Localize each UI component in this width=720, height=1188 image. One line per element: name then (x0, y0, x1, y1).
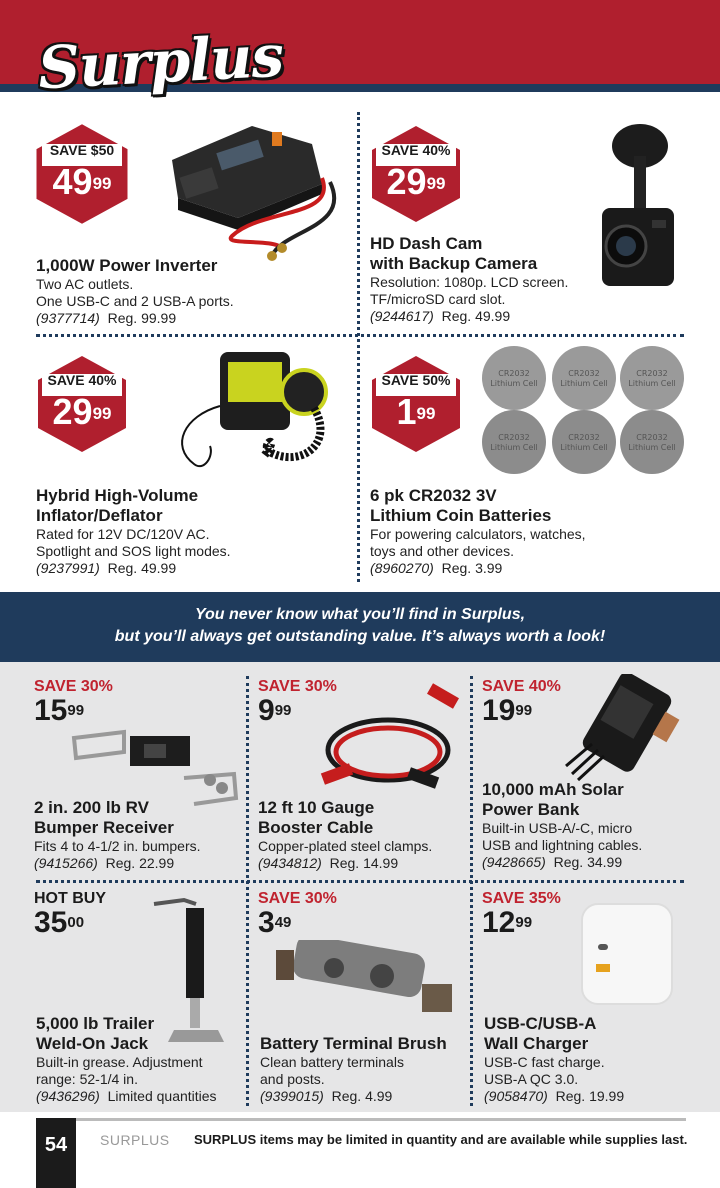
inflator-image (164, 346, 354, 482)
product-title: HD Dash Cam with Backup Camera (370, 234, 538, 273)
product-title: 12 ft 10 Gauge Booster Cable (258, 798, 375, 837)
save-label: SAVE 30% (258, 890, 337, 907)
save-label: SAVE $50 (49, 142, 115, 158)
wall-charger-image (576, 894, 684, 1014)
product-bumper-receiver[interactable] (34, 678, 240, 876)
gray-horizontal-divider (36, 880, 684, 883)
product-title: Battery Terminal Brush (260, 1034, 447, 1053)
svg-text:CR2032: CR2032 (568, 433, 600, 442)
power-bank-image (562, 674, 688, 784)
banner-line-2: but you’ll always get outstanding value. It’s always worth a look! (114, 628, 606, 645)
save-label: SAVE 30% (34, 678, 113, 695)
dash-cam-image (590, 116, 690, 306)
product-title: Hybrid High-Volume Inflator/Deflator (36, 486, 199, 525)
svg-text:Lithium Cell: Lithium Cell (628, 443, 676, 452)
product-wall-charger[interactable] (482, 890, 688, 1108)
hot-buy-label: HOT BUY (34, 890, 106, 907)
sku-and-regular-price: (9399015) Reg. 4.99 (260, 1088, 393, 1104)
sale-price: $35^{00}$ (34, 906, 85, 939)
save-label: SAVE 40% (47, 372, 117, 388)
svg-text:CR2032: CR2032 (568, 369, 600, 378)
svg-text:CR2032: CR2032 (498, 369, 530, 378)
product-dash-cam[interactable] (370, 116, 688, 331)
price-badge (36, 124, 128, 224)
save-label: SAVE 30% (258, 678, 337, 695)
sale-price: $9^{99}$ (258, 694, 292, 727)
sale-price: $29^{99}$ (386, 161, 446, 202)
product-solar-power-bank[interactable] (482, 678, 688, 876)
product-description: Clean battery terminals and posts. (260, 1054, 404, 1087)
svg-text:Lithium Cell: Lithium Cell (628, 379, 676, 388)
svg-text:Lithium Cell: Lithium Cell (490, 379, 538, 388)
save-label: SAVE 35% (482, 890, 561, 907)
sale-price: $15^{99}$ (34, 694, 85, 727)
terminal-brush-image (274, 940, 470, 1020)
product-inflator[interactable] (36, 346, 354, 586)
svg-text:CR2032: CR2032 (636, 369, 668, 378)
sale-price: $12^{99}$ (482, 906, 533, 939)
product-description: For powering calculators, watches, toys and other devices. (370, 526, 586, 559)
product-battery-terminal-brush[interactable] (258, 890, 464, 1108)
sku-and-regular-price: (8960270) Reg. 3.99 (370, 560, 503, 576)
save-label: SAVE 50% (381, 372, 451, 388)
sale-price: $49^{99}$ (52, 161, 112, 202)
bumper-receiver-image (64, 718, 244, 808)
product-title: 5,000 lb Trailer Weld-On Jack (36, 1014, 155, 1053)
sale-price: $1^{99}$ (396, 391, 436, 432)
product-description: Resolution: 1080p. LCD screen. TF/microSD card slot. (370, 274, 569, 307)
banner-line-1: You never know what you’ll find in Surplus, (194, 606, 526, 623)
svg-text:Lithium Cell: Lithium Cell (560, 443, 608, 452)
value-banner (0, 592, 720, 662)
sku-and-regular-price: (9058470) Reg. 19.99 (484, 1088, 625, 1104)
surplus-logo: Surplus (36, 21, 285, 103)
product-description: Two AC outlets. One USB-C and 2 USB-A ports. (36, 276, 234, 309)
product-title: 1,000W Power Inverter (36, 256, 218, 275)
price-badge (36, 354, 128, 454)
product-title: 6 pk CR2032 3V Lithium Coin Batteries (370, 486, 552, 525)
product-title: 10,000 mAh Solar Power Bank (482, 780, 624, 819)
power-inverter-image (162, 118, 352, 268)
sku-and-regular-price: (9244617) Reg. 49.99 (370, 308, 511, 324)
price-badge (370, 354, 462, 454)
top-vertical-divider (357, 112, 360, 582)
product-description: Copper-plated steel clamps. (258, 838, 433, 854)
product-trailer-jack[interactable] (34, 890, 240, 1108)
top-horizontal-divider (36, 334, 684, 337)
product-booster-cable[interactable] (258, 678, 464, 876)
product-description: Built-in USB-A/-C, micro USB and lightning cables. (482, 820, 643, 853)
sku-and-regular-price: (9377714) Reg. 99.99 (36, 310, 177, 326)
svg-text:CR2032: CR2032 (498, 433, 530, 442)
svg-text:Lithium Cell: Lithium Cell (560, 379, 608, 388)
page-header (0, 0, 720, 103)
product-description: Fits 4 to 4-1/2 in. bumpers. (34, 838, 201, 854)
product-description: Built-in grease. Adjustment range: 52-1/4 in. (36, 1054, 203, 1087)
product-title: USB-C/USB-A Wall Charger (484, 1014, 597, 1053)
page-footer (0, 1112, 720, 1188)
product-power-inverter[interactable] (36, 116, 354, 331)
page-number: 54 (36, 1118, 76, 1188)
product-description: USB-C fast charge. USB-A QC 3.0. (484, 1054, 605, 1087)
sku-and-regular-price: (9428665) Reg. 34.99 (482, 854, 623, 870)
sku-and-regular-price: (9415266) Reg. 22.99 (34, 855, 175, 871)
booster-cable-image (308, 680, 468, 810)
sku-and-limited-quantities: (9436296) Limited quantities (36, 1088, 217, 1104)
sale-price: $3^{49}$ (258, 906, 292, 939)
coin-batteries-image (480, 346, 690, 476)
sku-and-regular-price: (9434812) Reg. 14.99 (258, 855, 399, 871)
section-name: SURPLUS (100, 1132, 170, 1148)
save-label: SAVE 40% (482, 678, 561, 695)
availability-note: SURPLUS items may be limited in quantity and are available while supplies last. (194, 1132, 688, 1147)
product-title: 2 in. 200 lb RV Bumper Receiver (34, 798, 174, 837)
sale-price: $29^{99}$ (52, 391, 112, 432)
product-coin-batteries[interactable] (370, 346, 688, 586)
sale-price: $19^{99}$ (482, 694, 533, 727)
save-label: SAVE 40% (381, 142, 451, 158)
svg-text:CR2032: CR2032 (636, 433, 668, 442)
price-badge (370, 124, 462, 224)
gray-divider-left (246, 676, 249, 1106)
gray-divider-right (470, 676, 473, 1106)
footer-rule (76, 1118, 686, 1121)
sku-and-regular-price: (9237991) Reg. 49.99 (36, 560, 177, 576)
product-description: Rated for 12V DC/120V AC. Spotlight and SOS light modes. (36, 526, 231, 559)
svg-text:Lithium Cell: Lithium Cell (490, 443, 538, 452)
